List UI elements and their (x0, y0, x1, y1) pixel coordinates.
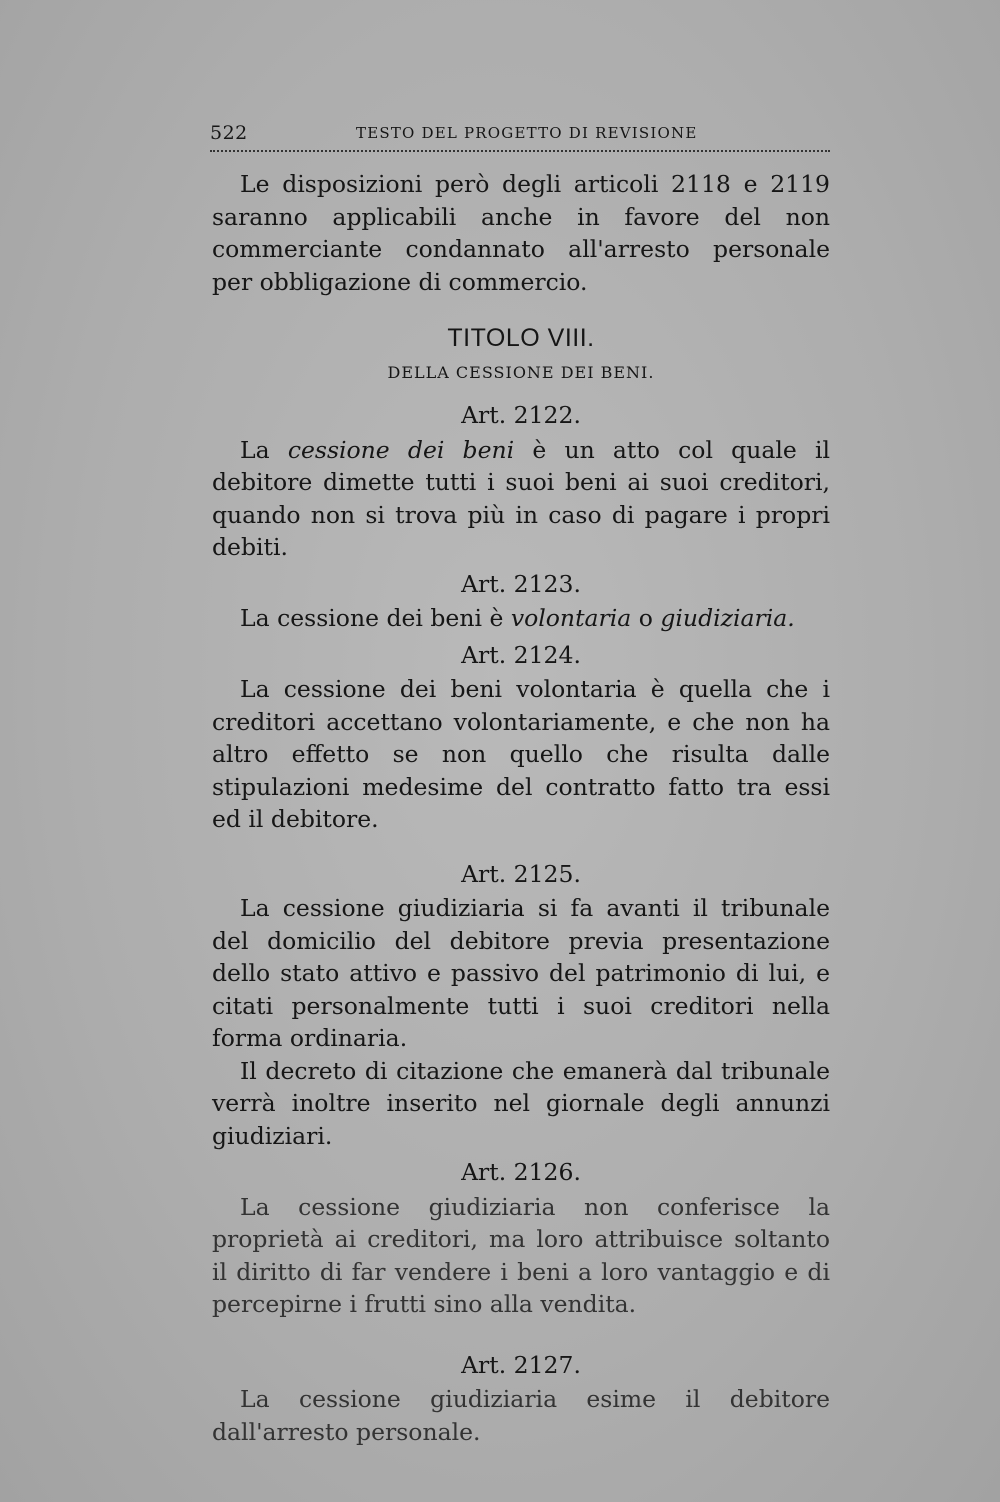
article-heading-2124: Art. 2124. (461, 640, 581, 669)
article-text-2122-pre: La (240, 435, 288, 464)
page-header (210, 122, 830, 146)
article-heading-2127: Art. 2127. (461, 1350, 581, 1379)
article-text-2125-second: Il decreto di citazione che emanerà dal tribunale verrà inoltre inserito nel giornale degli annunzi giudiziari. (212, 1056, 830, 1150)
article-text-2124: La cessione dei beni volontaria è quella che i creditori accettano volontariamente, e che non ha altro effetto se non quello che risulta dalle stipulazioni medesime del contratto fatto tra essi ed il debitore. (212, 675, 830, 833)
article-heading-2123: Art. 2123. (461, 569, 581, 598)
running-head: TESTO DEL PROGETTO DI REVISIONE (356, 124, 698, 142)
article-heading-2122: Art. 2122. (461, 401, 581, 429)
article-text-2126: La cessione giudiziaria non conferisce la proprietà ai creditori, ma loro attribuisce soltanto il diritto di far vendere i beni a loro vantaggio e di percepirne i frutti sino alla vendita. (212, 1192, 830, 1318)
article-text-2123-mid: o (631, 604, 661, 632)
article-text-2123-emphasis-2: giudiziaria. (660, 604, 795, 632)
page-body (212, 168, 830, 1448)
article-text-2123 (212, 602, 830, 635)
article-text-2122-emphasis: cessione dei beni (287, 435, 515, 464)
article-text-2123-pre: La cessione dei beni è (240, 604, 511, 632)
article-text-2123-emphasis-1: volontaria (510, 604, 632, 632)
article-text-2122 (212, 434, 830, 564)
article-text-2127: La cessione giudiziaria esime il debitore dall'arresto personale. (212, 1385, 830, 1446)
article-heading-2125: Art. 2125. (461, 859, 581, 888)
intro-paragraph: Le disposizioni però degli articoli 2118 e 2119 saranno applicabili anche in favore del non commerciante condannato all'arresto personale per obbligazione di commercio. (212, 170, 830, 296)
section-subtitle: DELLA CESSIONE DEI BENI. (387, 362, 655, 382)
section-title: TITOLO VIII. (447, 324, 595, 352)
article-text-2125: La cessione giudiziaria si fa avanti il tribunale del domicilio del debitore previa presentazione dello stato attivo e passivo del patrimonio di lui, e citati personalmente tutti i suoi creditori nella forma ordinaria. (212, 894, 830, 1052)
page-number: 522 (210, 122, 248, 144)
article-text-2122-post: è un atto col quale il debitore dimette tutti i suoi beni ai suoi creditori, quando non si trova più in caso di pagare i propri debiti. (212, 435, 830, 561)
header-divider (210, 150, 830, 152)
article-heading-2126: Art. 2126. (461, 1158, 581, 1186)
